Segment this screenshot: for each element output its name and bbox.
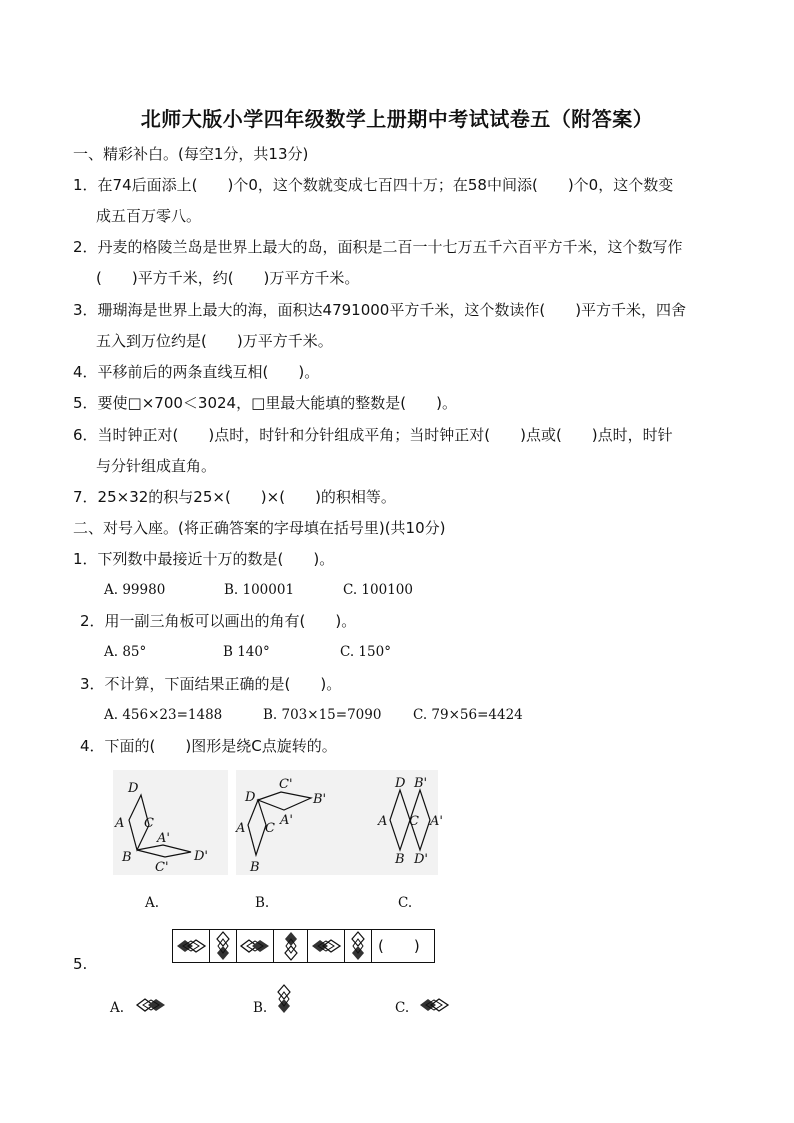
page-title: 北师大版小学四年级数学上册期中考试试卷五（附答案） (140, 107, 654, 131)
fig-a-label-c-prime: C' (155, 860, 169, 875)
s2-q5-option-b: B. (253, 1000, 268, 1016)
horizontal-diamond-icon (175, 937, 207, 955)
fig-b-label-c: C (265, 821, 275, 836)
s2-q4-option-b: B. (255, 895, 270, 911)
s1-q2-line1: 2．丹麦的格陵兰岛是世界上最大的岛，面积是二百一十七万五千六百平方千米，这个数写作 (73, 238, 683, 256)
s2-q2-option-b: B 140° (223, 644, 270, 660)
horizontal-diamond-icon (239, 937, 271, 955)
fig-a-label-a-prime: A' (157, 831, 170, 846)
pattern-cell (345, 930, 372, 962)
vertical-diamond-icon (282, 931, 300, 961)
pattern-cell (237, 930, 274, 962)
fig-a-label-d: D (128, 781, 139, 796)
s2-q2-option-a: A. 85° (104, 644, 147, 660)
s2-q4-option-a: A. (145, 895, 160, 911)
vertical-diamond-icon (349, 931, 367, 961)
pattern-sequence (172, 929, 435, 963)
fig-b-label-a: A (236, 821, 246, 836)
fig-b-label-b-prime: B' (313, 792, 327, 807)
horizontal-diamond-icon (310, 937, 342, 955)
s2-q5-option-a: A. (110, 1000, 125, 1016)
pattern-blank-cell (372, 930, 434, 962)
fig-c-label-b-prime: B' (414, 776, 428, 791)
s2-q1-stem: 1．下列数中最接近十万的数是( )。 (73, 550, 335, 568)
pattern-cell (210, 930, 237, 962)
s2-q1-option-a: A. 99980 (104, 582, 166, 598)
option-c-diamond-icon (417, 996, 451, 1014)
s2-q4-option-c: C. (398, 895, 413, 911)
fig-a-label-a: A (115, 816, 125, 831)
pattern-cell (173, 930, 210, 962)
rotation-figure-b (236, 770, 334, 875)
s1-q1-line2: 成五百万零八。 (96, 207, 202, 225)
fig-c-label-b: B (395, 852, 405, 867)
pattern-blank: ( ) (378, 937, 420, 955)
fig-c-label-d: D (395, 776, 406, 791)
s1-q4: 4．平移前后的两条直线互相( )。 (73, 363, 320, 381)
option-b-diamond-icon (275, 983, 293, 1015)
fig-b-label-c-prime: C' (279, 777, 293, 792)
section2-heading: 二、对号入座。(将正确答案的字母填在括号里)(共10分) (73, 519, 446, 537)
s1-q2-line2: ( )平方千米，约( )万平方千米。 (96, 269, 360, 287)
s2-q3-option-b: B. 703×15=7090 (263, 707, 382, 723)
fig-c-label-c: C (409, 814, 419, 829)
s1-q5: 5．要使□×700＜3024，□里最大能填的整数是( )。 (73, 394, 457, 412)
option-a-diamond-icon (134, 996, 168, 1014)
rotation-figure-c (334, 770, 443, 875)
s2-q5-number: 5. (73, 955, 88, 973)
fig-a-label-c: C (144, 816, 154, 831)
fig-a-label-d-prime: D' (194, 849, 208, 864)
s2-q3-option-c: C. 79×56=4424 (413, 707, 523, 723)
s1-q1-line1: 1．在74后面添上( )个0，这个数就变成七百四十万；在58中间添( )个0，这个数变 (73, 176, 674, 194)
s1-q6-line2: 与分针组成直角。 (96, 457, 217, 475)
fig-c-label-a: A (378, 814, 388, 829)
s2-q2-stem: 2．用一副三角板可以画出的角有( )。 (80, 612, 357, 630)
s2-q5-option-c: C. (395, 1000, 410, 1016)
s2-q3-stem: 3．不计算，下面结果正确的是( )。 (80, 675, 342, 693)
s2-q3-option-a: A. 456×23=1488 (104, 707, 223, 723)
pattern-cell (308, 930, 345, 962)
vertical-diamond-icon (214, 931, 232, 961)
fig-a-label-b: B (122, 850, 132, 865)
s2-q4-stem: 4．下面的( )图形是绕C点旋转的。 (80, 737, 337, 755)
fig-b-label-a-prime: A' (280, 813, 293, 828)
s2-q1-option-c: C. 100100 (343, 582, 413, 598)
s2-q1-option-b: B. 100001 (224, 582, 295, 598)
s1-q7: 7．25×32的积与25×( )×( )的积相等。 (73, 488, 396, 506)
rotation-figure-a (113, 770, 228, 875)
pattern-cell (274, 930, 308, 962)
fig-c-label-a-prime: A' (430, 814, 443, 829)
section1-heading: 一、精彩补白。(每空1分，共13分) (73, 145, 309, 163)
s2-q2-option-c: C. 150° (340, 644, 391, 660)
fig-c-label-d-prime: D' (414, 852, 428, 867)
s1-q6-line1: 6．当时钟正对( )点时，时针和分针组成平角；当时钟正对( )点或( )点时，时针 (73, 426, 673, 444)
fig-b-label-d: D (245, 790, 256, 805)
fig-b-label-b: B (250, 860, 260, 875)
s1-q3-line1: 3．珊瑚海是世界上最大的海，面积达4791000平方千米，这个数读作( )平方千米，四舍 (73, 301, 687, 319)
s1-q3-line2: 五入到万位约是( )万平方千米。 (96, 332, 333, 350)
